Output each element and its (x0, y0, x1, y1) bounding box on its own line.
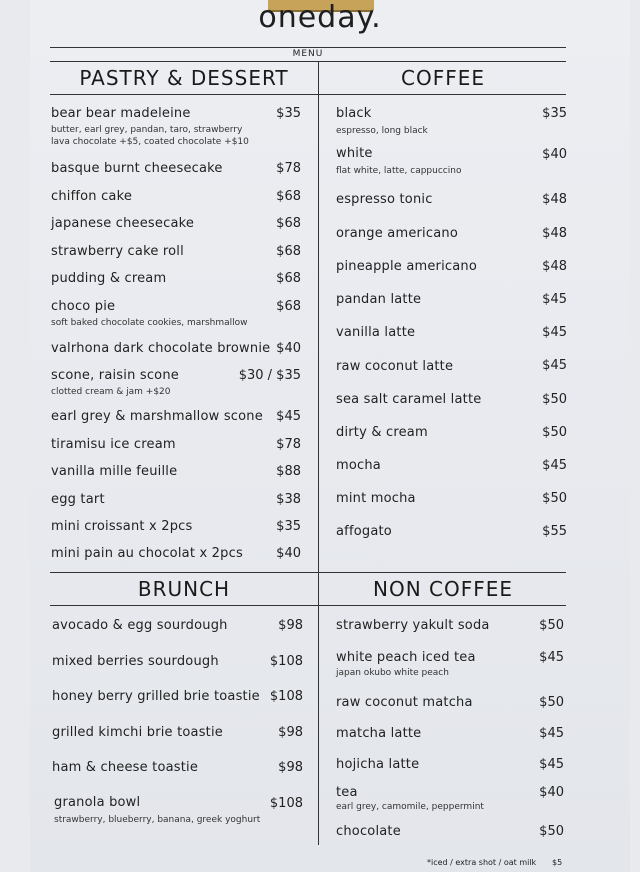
item-name: mini croissant x 2pcs (51, 519, 193, 534)
item-description: earl grey, camomile, peppermint (336, 802, 484, 812)
item-name: white peach iced tea (336, 650, 476, 665)
item-name: vanilla latte (336, 325, 416, 340)
item-price: $45 (276, 409, 301, 424)
item-price: $55 (542, 524, 567, 539)
item-price: $98 (278, 725, 303, 740)
item-name: mocha (336, 458, 381, 473)
item-price: $68 (276, 244, 301, 259)
item-price: $50 (539, 824, 564, 839)
item-name: choco pie (51, 299, 116, 314)
item-price: $108 (269, 654, 303, 669)
item-price: $45 (542, 358, 567, 373)
item-name: granola bowl (54, 795, 141, 810)
item-name: pandan latte (336, 292, 422, 307)
item-name: black (336, 106, 372, 121)
footer-price: $5 (552, 858, 563, 867)
item-description: espresso, long black (336, 126, 428, 136)
section-title-pastry: PASTRY & DESSERT (79, 66, 289, 90)
item-name: mint mocha (336, 491, 416, 506)
item-price: $35 (542, 106, 567, 121)
item-name: grilled kimchi brie toastie (52, 725, 223, 740)
item-name: pineapple americano (336, 259, 478, 274)
item-name: tea (336, 785, 358, 800)
item-name: ham & cheese toastie (52, 760, 199, 775)
item-price: $68 (276, 271, 301, 286)
item-name: white (336, 146, 373, 161)
section-title-noncoffee: NON COFFEE (372, 577, 513, 601)
item-name: bear bear madeleine (51, 106, 191, 121)
section-title-coffee: COFFEE (401, 66, 485, 90)
item-price: $78 (276, 161, 301, 176)
item-name: earl grey & marshmallow scone (51, 409, 263, 424)
item-name: vanilla mille feuille (51, 464, 178, 479)
item-name: egg tart (51, 492, 105, 507)
item-price: $48 (542, 192, 567, 207)
divider (50, 94, 566, 95)
item-description: strawberry, blueberry, banana, greek yoghurt (54, 815, 261, 825)
item-price: $45 (542, 292, 567, 307)
item-price: $30 / $35 (238, 368, 301, 383)
item-name: japanese cheesecake (51, 216, 195, 231)
item-name: hojicha latte (336, 757, 420, 772)
item-price: $50 (542, 392, 567, 407)
item-price: $50 (539, 618, 564, 633)
item-price: $50 (542, 491, 567, 506)
item-name: strawberry cake roll (51, 244, 184, 259)
item-name: strawberry yakult soda (336, 618, 490, 633)
item-name: raw coconut matcha (336, 695, 473, 710)
item-name: scone, raisin scone (51, 368, 179, 383)
item-price: $40 (276, 341, 301, 356)
item-price: $40 (276, 546, 301, 561)
item-name: mixed berries sourdough (52, 654, 219, 669)
divider (50, 605, 566, 606)
item-description: butter, earl grey, pandan, taro, strawberry (51, 125, 243, 135)
item-price: $68 (276, 299, 301, 314)
item-description: soft baked chocolate cookies, marshmallow (51, 318, 248, 328)
item-name: honey berry grilled brie toastie (52, 689, 260, 704)
item-name: tiramisu ice cream (51, 437, 176, 452)
item-price: $68 (276, 189, 301, 204)
menu-label: MENU (50, 47, 566, 60)
item-price: $38 (276, 492, 301, 507)
item-price: $48 (542, 226, 567, 241)
item-name: affogato (336, 524, 392, 539)
item-price: $40 (542, 147, 567, 162)
item-price: $108 (269, 796, 303, 811)
item-price: $45 (539, 726, 564, 741)
divider (318, 61, 319, 845)
item-description: clotted cream & jam +$20 (51, 387, 171, 397)
item-price: $98 (278, 760, 303, 775)
item-name: chocolate (336, 824, 401, 839)
item-name: pudding & cream (51, 271, 167, 286)
item-description: lava chocolate +$5, coated chocolate +$10 (51, 137, 249, 147)
item-price: $45 (539, 650, 564, 665)
item-name: orange americano (336, 226, 458, 241)
footer-note: *iced / extra shot / oat milk (427, 858, 537, 867)
item-name: raw coconut latte (336, 359, 454, 374)
item-price: $78 (276, 437, 301, 452)
item-price: $50 (542, 425, 567, 440)
item-name: matcha latte (336, 726, 422, 741)
item-name: mini pain au chocolat x 2pcs (51, 546, 243, 561)
item-price: $40 (539, 785, 564, 800)
brand-logo: oneday. (258, 0, 382, 35)
item-description: japan okubo white peach (336, 668, 449, 678)
item-price: $45 (542, 458, 567, 473)
item-name: chiffon cake (51, 189, 133, 204)
item-price: $108 (269, 689, 303, 704)
item-price: $98 (278, 618, 303, 633)
item-name: valrhona dark chocolate brownie (51, 341, 271, 356)
divider (50, 61, 566, 62)
divider (50, 572, 566, 573)
item-price: $68 (276, 216, 301, 231)
item-price: $50 (539, 695, 564, 710)
item-description: flat white, latte, cappuccino (336, 166, 462, 176)
item-price: $45 (542, 325, 567, 340)
item-name: espresso tonic (336, 192, 433, 207)
item-price: $45 (539, 757, 564, 772)
section-title-brunch: BRUNCH (137, 577, 231, 601)
item-price: $48 (542, 259, 567, 274)
item-name: dirty & cream (336, 425, 428, 440)
item-price: $35 (276, 519, 301, 534)
item-name: sea salt caramel latte (336, 392, 482, 407)
item-name: basque burnt cheesecake (51, 161, 223, 176)
item-name: avocado & egg sourdough (52, 618, 228, 633)
item-price: $35 (276, 106, 301, 121)
item-price: $88 (276, 464, 301, 479)
